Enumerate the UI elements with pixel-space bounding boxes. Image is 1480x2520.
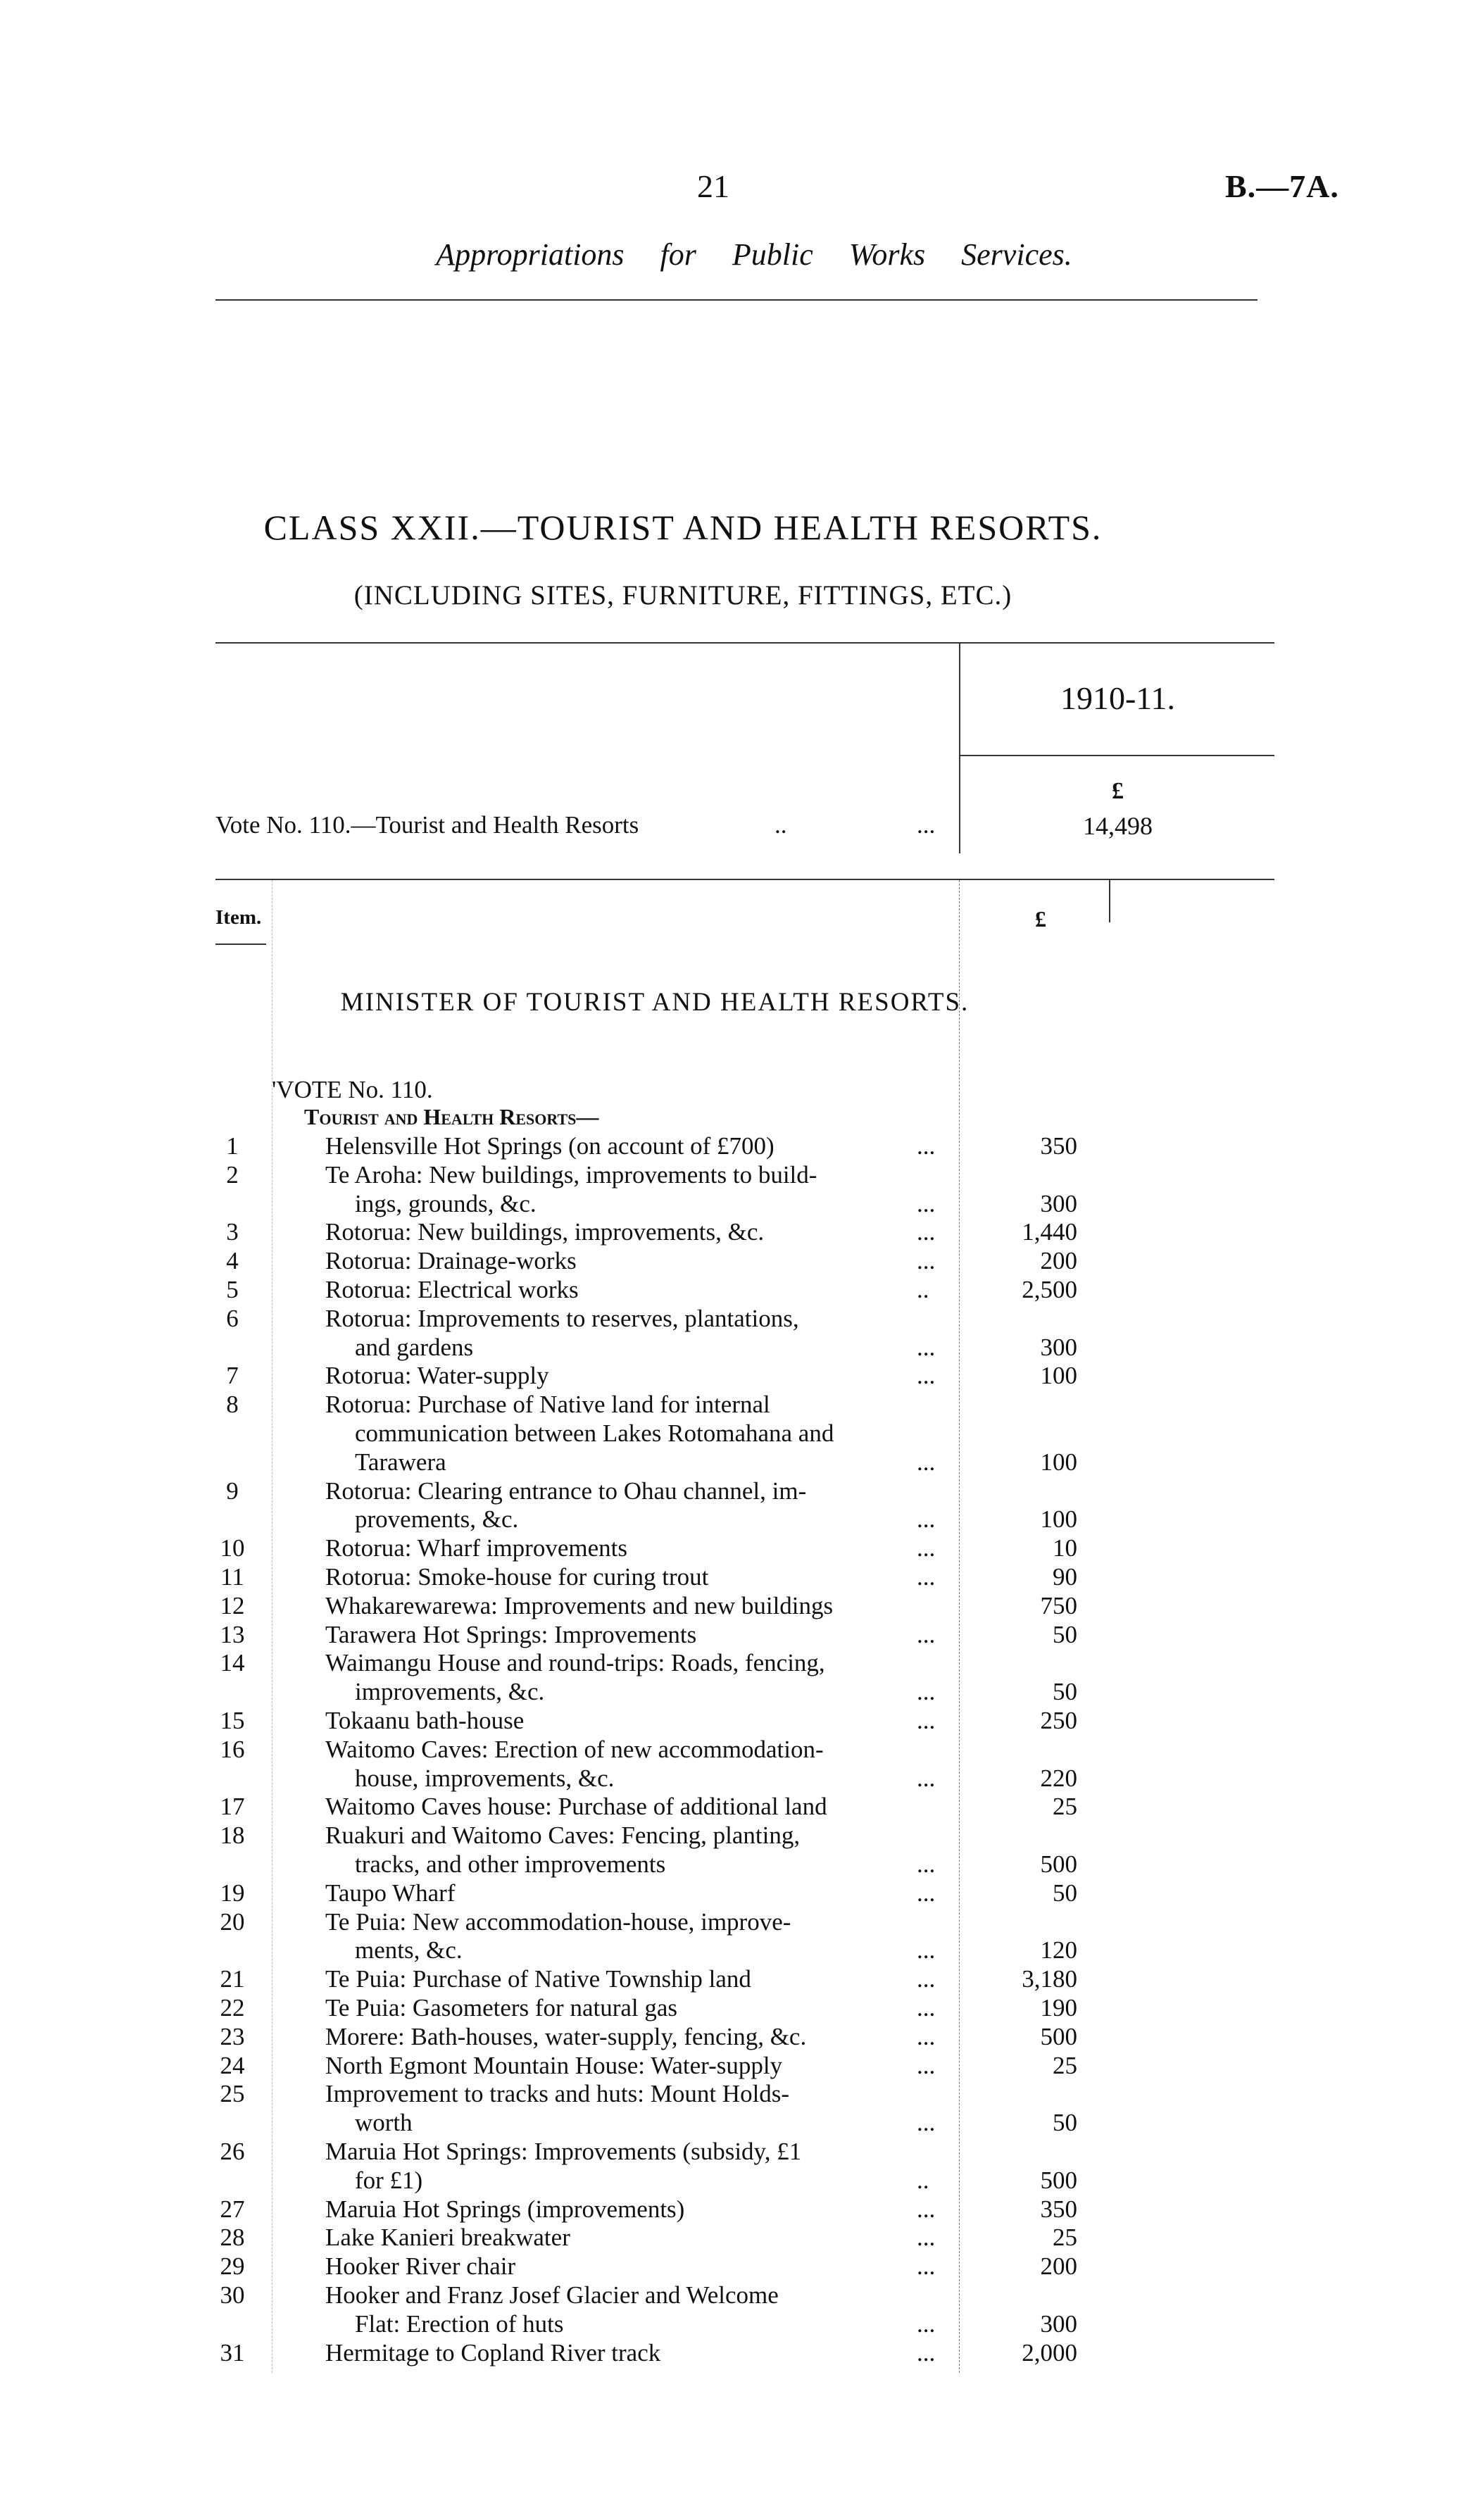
item-header-rule bbox=[215, 944, 266, 945]
item-description: worth bbox=[355, 2109, 413, 2137]
item-amount: 90 bbox=[1053, 1563, 1077, 1591]
item-description: for £1) bbox=[355, 2166, 423, 2194]
item-amount: 50 bbox=[1053, 1879, 1077, 1907]
leader-dots: ... bbox=[917, 2338, 936, 2367]
item-amount: 750 bbox=[1040, 1591, 1077, 1619]
table-row bbox=[0, 1477, 1480, 1505]
item-amount: 500 bbox=[1040, 2022, 1077, 2050]
item-number: 26 bbox=[220, 2138, 245, 2165]
leader-dots: ... bbox=[917, 1850, 936, 1878]
item-description: Lake Kanieri breakwater bbox=[325, 2224, 570, 2252]
table-row bbox=[0, 1706, 1480, 1735]
item-number: 2 bbox=[226, 1160, 239, 1189]
leader-dots: ... bbox=[917, 2051, 936, 2079]
item-amount: 300 bbox=[1040, 1189, 1077, 1217]
table-row bbox=[0, 1132, 1480, 1160]
item-description: Taupo Wharf bbox=[325, 1879, 456, 1907]
leader-dots: ... bbox=[917, 1132, 936, 1160]
leader-dots: .. bbox=[917, 1276, 929, 1303]
item-column-header: Item. bbox=[215, 906, 262, 929]
leader-dots: ... bbox=[917, 2252, 936, 2281]
item-description: Rotorua: Clearing entrance to Ohau channel, im- bbox=[325, 1477, 807, 1505]
vote-leader-dots: ... bbox=[917, 811, 936, 839]
item-description: Rotorua: Wharf improvements bbox=[325, 1534, 627, 1562]
item-description: Hooker River chair bbox=[325, 2252, 516, 2281]
item-description: Tokaanu bath-house bbox=[325, 1707, 525, 1734]
section-heading: Tourist and Health Resorts— bbox=[304, 1104, 599, 1129]
subtitle-word: Services. bbox=[961, 237, 1072, 272]
item-number: 19 bbox=[220, 1879, 245, 1907]
item-description: Maruia Hot Springs: Improvements (subsidy, £1 bbox=[325, 2138, 802, 2165]
vote-label: Vote No. 110.—Tourist and Health Resorts bbox=[215, 811, 639, 839]
item-amount: 200 bbox=[1040, 1247, 1077, 1275]
leader-dots: ... bbox=[917, 2224, 936, 2252]
table-row bbox=[0, 1448, 1480, 1477]
leader-dots: ... bbox=[917, 1505, 936, 1534]
table-row bbox=[0, 1850, 1480, 1879]
amount-column-header: £ bbox=[1035, 906, 1046, 932]
item-description: Rotorua: Purchase of Native land for internal bbox=[325, 1391, 770, 1419]
table-row bbox=[0, 1821, 1480, 1850]
item-amount: 220 bbox=[1040, 1764, 1077, 1792]
item-number: 9 bbox=[226, 1477, 239, 1505]
item-description: Waitomo Caves: Erection of new accommodation- bbox=[325, 1735, 824, 1763]
table-row bbox=[0, 1764, 1480, 1793]
financial-year: 1910-11. bbox=[1060, 680, 1176, 716]
item-description: Waimangu House and round-trips: Roads, fencing, bbox=[325, 1649, 825, 1677]
item-description: Hermitage to Copland River track bbox=[325, 2338, 661, 2367]
header-rule bbox=[215, 299, 1258, 301]
item-amount: 190 bbox=[1040, 1994, 1077, 2021]
item-description: Rotorua: Drainage-works bbox=[325, 1247, 577, 1275]
page-subtitle bbox=[0, 237, 1480, 272]
item-description: Helensville Hot Springs (on account of £700) bbox=[325, 1132, 775, 1160]
item-description: Te Puia: Purchase of Native Township land bbox=[325, 1965, 751, 1993]
table-row bbox=[0, 1390, 1480, 1419]
item-number: 15 bbox=[220, 1707, 245, 1734]
item-description: improvements, &c. bbox=[355, 1678, 545, 1706]
leader-dots: ... bbox=[917, 1764, 936, 1792]
table-row bbox=[0, 1534, 1480, 1562]
leader-dots: ... bbox=[917, 1189, 936, 1217]
item-amount: 25 bbox=[1053, 2051, 1077, 2079]
item-description: Hooker and Franz Josef Glacier and Welcome bbox=[325, 2281, 779, 2309]
table-row bbox=[0, 1217, 1480, 1246]
item-amount: 2,000 bbox=[1022, 2338, 1077, 2367]
leader-dots: ... bbox=[917, 1333, 936, 1361]
table-row bbox=[0, 2309, 1480, 2338]
item-number: 25 bbox=[220, 2080, 245, 2108]
table-row bbox=[0, 1505, 1480, 1534]
table-row bbox=[0, 1304, 1480, 1333]
item-number: 18 bbox=[220, 1822, 245, 1850]
leader-dots: ... bbox=[917, 1936, 936, 1964]
item-description: and gardens bbox=[355, 1333, 474, 1361]
item-amount: 10 bbox=[1053, 1534, 1077, 1562]
item-number: 6 bbox=[226, 1304, 239, 1332]
item-number: 5 bbox=[226, 1276, 239, 1303]
leader-dots: ... bbox=[917, 1362, 936, 1390]
table-row bbox=[0, 2223, 1480, 2252]
leader-dots: ... bbox=[917, 1563, 936, 1591]
table-row bbox=[0, 2051, 1480, 2080]
leader-dots: ... bbox=[917, 2022, 936, 2050]
item-description: Whakarewarewa: Improvements and new buildings bbox=[325, 1591, 834, 1619]
item-amount: 100 bbox=[1040, 1448, 1077, 1476]
leader-dots: ... bbox=[917, 1678, 936, 1706]
summary-column-divider bbox=[959, 642, 960, 853]
table-row bbox=[0, 1419, 1480, 1448]
leader-dots: ... bbox=[917, 1707, 936, 1734]
item-number: 24 bbox=[220, 2051, 245, 2079]
item-description: ments, &c. bbox=[355, 1936, 463, 1964]
leader-dots: ... bbox=[917, 1994, 936, 2021]
table-row bbox=[0, 1361, 1480, 1390]
table-row bbox=[0, 1792, 1480, 1821]
item-description: Maruia Hot Springs (improvements) bbox=[325, 2195, 685, 2223]
item-description: ings, grounds, &c. bbox=[355, 1189, 537, 1217]
leader-dots: ... bbox=[917, 1448, 936, 1476]
class-subtitle: (INCLUDING SITES, FURNITURE, FITTINGS, ETC.) bbox=[353, 580, 1012, 610]
table-row bbox=[0, 1275, 1480, 1304]
item-number: 27 bbox=[220, 2195, 245, 2223]
table-row bbox=[0, 1333, 1480, 1362]
item-amount: 25 bbox=[1053, 1793, 1077, 1821]
table-row bbox=[0, 1160, 1480, 1189]
item-description: Flat: Erection of huts bbox=[355, 2309, 564, 2338]
item-description: Morere: Bath-houses, water-supply, fencing, &c. bbox=[325, 2022, 807, 2050]
item-number: 13 bbox=[220, 1620, 245, 1648]
item-description: Ruakuri and Waitomo Caves: Fencing, planting, bbox=[325, 1822, 801, 1850]
table-row bbox=[0, 2195, 1480, 2224]
table-row bbox=[0, 2079, 1480, 2108]
item-description: Rotorua: Improvements to reserves, plantations, bbox=[325, 1304, 799, 1332]
item-amount: 350 bbox=[1040, 2195, 1077, 2223]
item-description: house, improvements, &c. bbox=[355, 1764, 615, 1792]
table-row bbox=[0, 1964, 1480, 1993]
item-amount: 50 bbox=[1053, 1620, 1077, 1648]
item-number: 12 bbox=[220, 1591, 245, 1619]
table-row bbox=[0, 1993, 1480, 2022]
item-amount: 500 bbox=[1040, 1850, 1077, 1878]
year-rule bbox=[959, 755, 1274, 756]
table-row bbox=[0, 2338, 1480, 2367]
table-row bbox=[0, 1591, 1480, 1620]
summary-top-rule bbox=[215, 642, 1274, 644]
item-description: Te Puia: Gasometers for natural gas bbox=[325, 1994, 678, 2021]
table-row bbox=[0, 1648, 1480, 1677]
item-description: communication between Lakes Rotomahana and bbox=[355, 1419, 834, 1447]
subtitle-word: for bbox=[660, 237, 696, 272]
document-reference: B.—7A. bbox=[1225, 168, 1339, 204]
leader-dots: ... bbox=[917, 1879, 936, 1907]
table-row bbox=[0, 1189, 1480, 1218]
item-number: 14 bbox=[220, 1649, 245, 1677]
leader-dots: ... bbox=[917, 2195, 936, 2223]
item-description: tracks, and other improvements bbox=[355, 1850, 666, 1878]
item-number: 8 bbox=[226, 1391, 239, 1419]
right-margin-mark bbox=[1109, 880, 1110, 922]
item-number: 1 bbox=[226, 1132, 239, 1160]
item-amount: 500 bbox=[1040, 2166, 1077, 2194]
table-row bbox=[0, 1677, 1480, 1706]
item-number: 11 bbox=[220, 1563, 244, 1591]
vote-number: 'VOTE No. 110. bbox=[272, 1076, 433, 1103]
item-number: 10 bbox=[220, 1534, 245, 1562]
item-description: Improvement to tracks and huts: Mount Holds- bbox=[325, 2080, 790, 2108]
item-number: 22 bbox=[220, 1994, 245, 2021]
item-amount: 50 bbox=[1053, 2109, 1077, 2137]
item-amount: 100 bbox=[1040, 1505, 1077, 1534]
item-number: 28 bbox=[220, 2224, 245, 2252]
currency-symbol: £ bbox=[1112, 778, 1124, 804]
item-amount: 350 bbox=[1040, 1132, 1077, 1160]
vote-total-amount: 14,498 bbox=[1083, 812, 1153, 840]
item-number: 16 bbox=[220, 1735, 245, 1763]
leader-dots: ... bbox=[917, 1247, 936, 1275]
subtitle-word: Works bbox=[848, 237, 926, 272]
table-row bbox=[0, 2108, 1480, 2137]
summary-bottom-rule bbox=[215, 879, 1274, 880]
item-amount: 50 bbox=[1053, 1678, 1077, 1706]
item-description: Tarawera bbox=[355, 1448, 446, 1476]
item-amount: 3,180 bbox=[1022, 1965, 1077, 1993]
item-description: Tarawera Hot Springs: Improvements bbox=[325, 1620, 697, 1648]
class-title: CLASS XXII.—TOURIST AND HEALTH RESORTS. bbox=[263, 508, 1103, 547]
table-row bbox=[0, 2166, 1480, 2195]
table-row bbox=[0, 1879, 1480, 1907]
item-amount: 2,500 bbox=[1022, 1276, 1077, 1303]
item-number: 31 bbox=[220, 2338, 245, 2367]
item-description: Rotorua: Water-supply bbox=[325, 1362, 549, 1390]
table-row bbox=[0, 2281, 1480, 2309]
table-row bbox=[0, 1735, 1480, 1764]
vote-leader-dots: .. bbox=[775, 811, 787, 839]
item-amount: 1,440 bbox=[1022, 1218, 1077, 1246]
item-number: 29 bbox=[220, 2252, 245, 2281]
table-row bbox=[0, 2022, 1480, 2051]
item-number: 17 bbox=[220, 1793, 245, 1821]
item-number: 4 bbox=[226, 1247, 239, 1275]
item-number: 3 bbox=[226, 1218, 239, 1246]
leader-dots: ... bbox=[917, 2109, 936, 2137]
item-number: 20 bbox=[220, 1907, 245, 1936]
item-number: 21 bbox=[220, 1965, 245, 1993]
leader-dots: ... bbox=[917, 1965, 936, 1993]
item-amount: 300 bbox=[1040, 1333, 1077, 1361]
item-description: Rotorua: Smoke-house for curing trout bbox=[325, 1563, 709, 1591]
leader-dots: .. bbox=[917, 2166, 929, 2194]
item-amount: 120 bbox=[1040, 1936, 1077, 1964]
item-description: Te Puia: New accommodation-house, improve- bbox=[325, 1907, 791, 1936]
item-number: 7 bbox=[226, 1362, 239, 1390]
item-description: Waitomo Caves house: Purchase of additional land bbox=[325, 1793, 827, 1821]
item-description: North Egmont Mountain House: Water-supply bbox=[325, 2051, 783, 2079]
item-amount: 300 bbox=[1040, 2309, 1077, 2338]
table-row bbox=[0, 1562, 1480, 1591]
table-row bbox=[0, 2137, 1480, 2166]
table-row bbox=[0, 1936, 1480, 1964]
item-description: provements, &c. bbox=[355, 1505, 519, 1534]
table-row bbox=[0, 1907, 1480, 1936]
minister-heading: MINISTER OF TOURIST AND HEALTH RESORTS. bbox=[340, 988, 970, 1017]
item-amount: 25 bbox=[1053, 2224, 1077, 2252]
item-number: 30 bbox=[220, 2281, 245, 2309]
subtitle-word: Public bbox=[732, 237, 813, 272]
table-row bbox=[0, 1246, 1480, 1275]
item-amount: 200 bbox=[1040, 2252, 1077, 2281]
leader-dots: ... bbox=[917, 1218, 936, 1246]
item-description: Rotorua: Electrical works bbox=[325, 1276, 579, 1303]
leader-dots: ... bbox=[917, 1534, 936, 1562]
table-row bbox=[0, 1620, 1480, 1649]
item-amount: 250 bbox=[1040, 1707, 1077, 1734]
subtitle-word: Appropriations bbox=[436, 237, 625, 272]
table-row bbox=[0, 2252, 1480, 2281]
leader-dots: ... bbox=[917, 1620, 936, 1648]
item-number: 23 bbox=[220, 2022, 245, 2050]
page-number: 21 bbox=[697, 168, 729, 204]
item-amount: 100 bbox=[1040, 1362, 1077, 1390]
item-description: Rotorua: New buildings, improvements, &c. bbox=[325, 1218, 765, 1246]
leader-dots: ... bbox=[917, 2309, 936, 2338]
item-description: Te Aroha: New buildings, improvements to build- bbox=[325, 1160, 817, 1189]
